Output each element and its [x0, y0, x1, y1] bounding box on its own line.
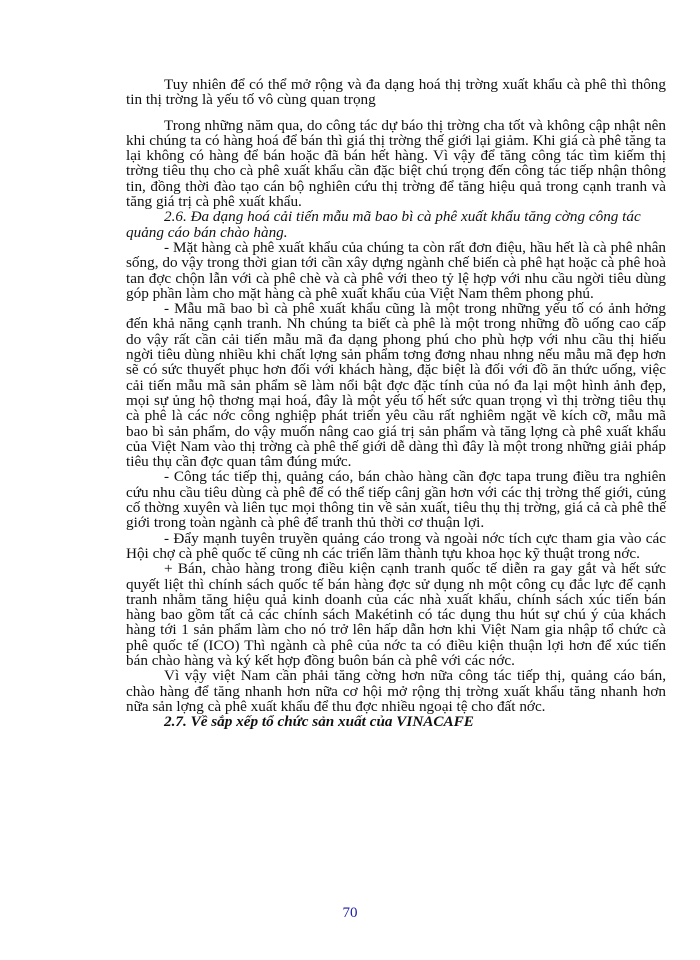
paragraph-market-info: Tuy nhiên để có thể mở rộng và đa dạng hoá thị trờng xuất khẩu cà phê thì thông tin thị trờng là yếu tố vô cùng quan trọng	[126, 76, 666, 109]
paragraph-product-range: - Mặt hàng cà phê xuất khẩu của chúng ta còn rất đơn điệu, hầu hết là cà phê nhân sống, do vậy trong thời gian tới cần xây dựng ngành chế biến cà phê hạt hoặc cà phê hoà tan đợc chộn lẫn với cà phê chè và cà phê với theo tỷ lệ hợp với nhu cầu ngời tiêu dùng góp phần làm cho mặt hàng cà phê xuất khẩu của Việt Nam thêm phong phú.	[126, 238, 666, 302]
paragraph-forecast: Trong những năm qua, do công tác dự báo thị trờng cha tốt và không cập nhật nên khi chúng ta có hàng hoá để bán thì giá thị trờng thế giới lại giảm. Khi giá cà phê tăng ta lại không có hàng để bán hoặc đã bán hết hàng. Vì vậy để tăng công tác tìm kiếm thị trờng tiêu thụ cho cà phê xuất khẩu cần đặc biệt chú trọng đến công tác tiếp nhận thông tin, đồng thời đào tạo cán bộ nghiên cứu thị trờng để tăng hiệu quả trong cạnh tranh và tăng giá trị cà phê xuất khẩu.	[126, 116, 666, 211]
section-heading-2-6: 2.6. Đa dạng hoá cải tiến mẫu mã bao bì cà phê xuất khẩu tăng cờng công tác quảng cáo bán chào hàng.	[126, 208, 641, 241]
section-heading-2-7: 2.7. Về sắp xếp tổ chức sản xuất của VINACAFE	[164, 713, 474, 731]
paragraph-packaging: - Mẫu mã bao bì cà phê xuất khẩu cũng là một trong những yếu tố có ảnh hởng đến khả năng cạnh tranh. Nh chúng ta biết cà phê là một trong những đồ uống cao cấp do vậy rất cần cải tiến mẫu mã đa dạng phong phú cho phù hợp với nhu cầu thị hiếu ngời tiêu dùng nhiều khi chất lợng sản phẩm tơng đơng nhau nhng nếu mẫu mã đẹp hơn sẽ có sức thuyết phục hơn đối với khách hàng, đặc biệt là đối với đồ ăn thức uống, việc cải tiến mẫu mã sản phẩm sẽ làm nổi bật đợc đặc tính của nó đa lại một hình ảnh đẹp, mọi sự ủng hộ thơng mại hoá, đây là một yếu tố hết sức quan trọng vì thị trờng tiêu thụ cà phê là các nớc công nghiệp phát triển yêu cầu rất nghiêm ngặt về kích cỡ, mẫu mã bao bì sản phẩm, do vậy muốn nâng cao giá trị sản phẩm và tăng lợng cà phê xuất khẩu của Việt Nam vào thị trờng cà phê thế giới dễ dàng thì đây là một trong những giải pháp tiêu thụ cần đợc quan tâm đúng mức.	[126, 300, 666, 471]
paragraph-advertising: - Đẩy mạnh tuyên truyền quảng cáo trong và ngoài nớc tích cực tham gia vào các Hội chợ cà phê quốc tế cũng nh các triển lãm thành tựu khoa học kỹ thuật trong nớc.	[126, 529, 666, 562]
paragraph-conclusion: Vì vậy việt Nam cần phải tăng cờng hơn nữa công tác tiếp thị, quảng cáo bán, chào hàng để tăng nhanh hơn nữa cơ hội mở rộng thị trờng xuất khẩu tăng nhanh hơn nữa sản lợng cà phê xuất khẩu để thu đợc nhiều ngoại tệ cho đất nớc.	[126, 667, 666, 715]
page-number: 70	[342, 905, 358, 921]
paragraph-marketing: - Công tác tiếp thị, quảng cáo, bán chào hàng cần đợc tapa trung điều tra nghiên cứu nhu cầu tiêu dùng cà phê để có thể tiếp cânj gần hơn với các thị trờng thế giới, củng cố thờng xuyên và liên tục mọi thông tin về sản xuất, tiêu thụ thị trờng, giá cả cà phê thế giới trong toàn ngành cà phê để tranh thủ thời cơ thuận lợi.	[126, 468, 666, 532]
paragraph-sales-promotion: + Bán, chào hàng trong điều kiện cạnh tranh quốc tế diễn ra gay gắt và hết sức quyết liệt thì chính sách quốc tế bán hàng đợc sử dụng nh một công cụ đắc lực để cạnh tranh nhằm tăng hiệu quả kinh doanh của các nhà xuất khẩu, chính sách xúc tiến bán hàng bao gồm tất cả các chính sách Makétinh có tác dụng thu hút sự chú ý của khách hàng tới 1 sản phẩm làm cho nó trở lên hấp dẫn hơn khi Việt Nam gia nhập tổ chức cà phê quốc tế (ICO) Thì ngành cà phê của nớc ta có điều kiện thuận lợi hơn để xúc tiến bán chào hàng và ký kết hợp đồng buôn bán cà phê với các nớc.	[126, 560, 666, 669]
body-text	[126, 77, 666, 729]
